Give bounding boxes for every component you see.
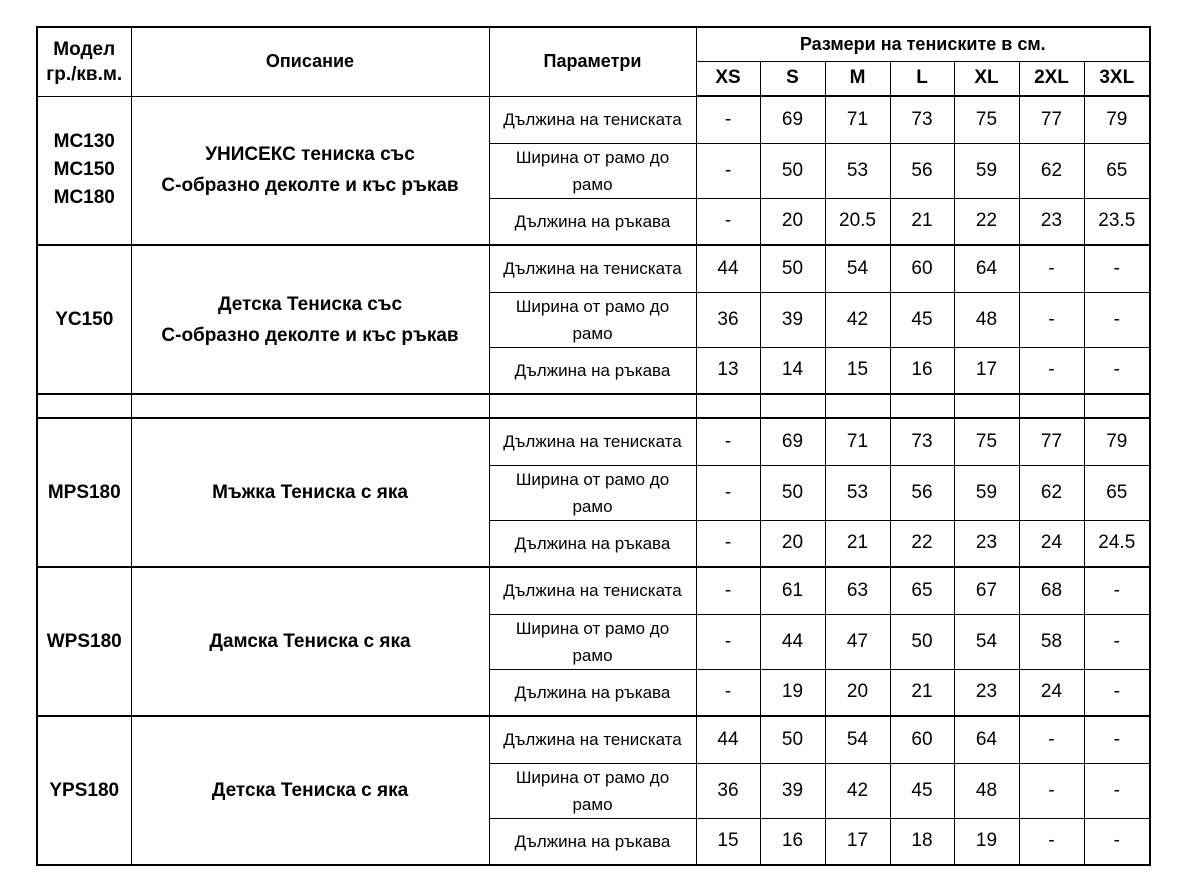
size-value-cell: 13 — [696, 347, 760, 394]
size-value-cell: - — [1019, 245, 1084, 292]
parameter-cell: Дължина на ръкава — [489, 198, 696, 245]
size-value-cell: 53 — [825, 143, 890, 198]
header-size-m: M — [825, 61, 890, 96]
parameter-cell: Ширина от рамо до рамо — [489, 143, 696, 198]
size-value-cell: 73 — [890, 96, 954, 143]
table-row — [37, 418, 1150, 465]
size-value-cell: - — [696, 96, 760, 143]
size-value-cell: - — [1084, 347, 1150, 394]
size-value-cell: 21 — [890, 198, 954, 245]
size-value-cell: - — [1084, 292, 1150, 347]
size-value-cell: 17 — [825, 818, 890, 865]
parameter-cell: Дължина на тениската — [489, 245, 696, 292]
size-value-cell: 71 — [825, 96, 890, 143]
header-size-xs: XS — [696, 61, 760, 96]
size-value-cell: 45 — [890, 292, 954, 347]
size-value-cell: 20 — [760, 520, 825, 567]
size-value-cell: 22 — [954, 198, 1019, 245]
empty-cell — [1019, 394, 1084, 418]
parameter-cell: Ширина от рамо до рамо — [489, 763, 696, 818]
size-value-cell: 36 — [696, 763, 760, 818]
description-cell: УНИСЕКС тениска със С-образно деколте и къс ръкав — [131, 96, 489, 245]
header-size-s: S — [760, 61, 825, 96]
size-value-cell: 20 — [760, 198, 825, 245]
size-value-cell: 75 — [954, 96, 1019, 143]
size-value-cell: 79 — [1084, 96, 1150, 143]
size-value-cell: 23.5 — [1084, 198, 1150, 245]
size-value-cell: - — [696, 465, 760, 520]
parameter-cell: Ширина от рамо до рамо — [489, 614, 696, 669]
size-value-cell: 24 — [1019, 520, 1084, 567]
model-cell: WPS180 — [37, 567, 131, 716]
empty-cell — [760, 394, 825, 418]
size-value-cell: 77 — [1019, 418, 1084, 465]
header-model: Модел гр./кв.м. — [37, 27, 131, 96]
size-value-cell: - — [1019, 716, 1084, 763]
separator-row — [37, 394, 1150, 418]
size-value-cell: 23 — [954, 520, 1019, 567]
size-value-cell: 15 — [825, 347, 890, 394]
header-size-3xl: 3XL — [1084, 61, 1150, 96]
size-value-cell: - — [1084, 716, 1150, 763]
parameter-cell: Дължина на ръкава — [489, 347, 696, 394]
size-value-cell: 22 — [890, 520, 954, 567]
size-value-cell: 56 — [890, 465, 954, 520]
size-value-cell: 64 — [954, 245, 1019, 292]
size-value-cell: 50 — [890, 614, 954, 669]
size-value-cell: 65 — [1084, 143, 1150, 198]
table-row — [37, 567, 1150, 614]
size-value-cell: - — [1084, 818, 1150, 865]
size-value-cell: 75 — [954, 418, 1019, 465]
size-value-cell: 19 — [954, 818, 1019, 865]
header-sizes-title: Размери на тениските в см. — [696, 27, 1150, 61]
header-size-l: L — [890, 61, 954, 96]
header-description: Описание — [131, 27, 489, 96]
size-value-cell: 20.5 — [825, 198, 890, 245]
size-value-cell: 56 — [890, 143, 954, 198]
size-value-cell: - — [696, 669, 760, 716]
description-cell: Мъжка Тениска с яка — [131, 418, 489, 567]
size-value-cell: 54 — [825, 716, 890, 763]
size-value-cell: 16 — [760, 818, 825, 865]
size-value-cell: - — [696, 567, 760, 614]
model-cell: YC150 — [37, 245, 131, 394]
table-row — [37, 96, 1150, 143]
size-value-cell: 59 — [954, 143, 1019, 198]
size-value-cell: 42 — [825, 763, 890, 818]
size-value-cell: 61 — [760, 567, 825, 614]
size-value-cell: 39 — [760, 292, 825, 347]
size-value-cell: - — [696, 418, 760, 465]
parameter-cell: Дължина на тениската — [489, 567, 696, 614]
size-value-cell: 58 — [1019, 614, 1084, 669]
size-value-cell: 73 — [890, 418, 954, 465]
header-parameters: Параметри — [489, 27, 696, 96]
size-value-cell: - — [1084, 614, 1150, 669]
empty-cell — [890, 394, 954, 418]
size-value-cell: 50 — [760, 143, 825, 198]
parameter-cell: Дължина на ръкава — [489, 669, 696, 716]
size-value-cell: - — [696, 520, 760, 567]
size-value-cell: 48 — [954, 292, 1019, 347]
size-value-cell: 44 — [760, 614, 825, 669]
size-value-cell: 23 — [954, 669, 1019, 716]
parameter-cell: Дължина на ръкава — [489, 520, 696, 567]
size-value-cell: 14 — [760, 347, 825, 394]
size-value-cell: 54 — [954, 614, 1019, 669]
model-cell: MC130 MC150 MC180 — [37, 96, 131, 245]
parameter-cell: Ширина от рамо до рамо — [489, 292, 696, 347]
size-value-cell: 71 — [825, 418, 890, 465]
parameter-cell: Дължина на ръкава — [489, 818, 696, 865]
size-chart-table — [36, 26, 1151, 866]
empty-cell — [1084, 394, 1150, 418]
description-cell: Детска Тениска с яка — [131, 716, 489, 865]
size-value-cell: 65 — [1084, 465, 1150, 520]
size-value-cell: 64 — [954, 716, 1019, 763]
size-value-cell: 21 — [890, 669, 954, 716]
size-value-cell: 62 — [1019, 465, 1084, 520]
empty-cell — [954, 394, 1019, 418]
size-value-cell: - — [1019, 292, 1084, 347]
size-value-cell: 36 — [696, 292, 760, 347]
description-cell: Детска Тениска със С-образно деколте и къс ръкав — [131, 245, 489, 394]
size-value-cell: 79 — [1084, 418, 1150, 465]
size-value-cell: 50 — [760, 465, 825, 520]
size-value-cell: 48 — [954, 763, 1019, 818]
empty-cell — [37, 394, 131, 418]
size-value-cell: 50 — [760, 716, 825, 763]
size-value-cell: 65 — [890, 567, 954, 614]
size-value-cell: - — [1019, 818, 1084, 865]
size-value-cell: 77 — [1019, 96, 1084, 143]
size-value-cell: 68 — [1019, 567, 1084, 614]
size-value-cell: 16 — [890, 347, 954, 394]
size-value-cell: - — [1019, 763, 1084, 818]
size-value-cell: 44 — [696, 245, 760, 292]
model-cell: YPS180 — [37, 716, 131, 865]
size-value-cell: 63 — [825, 567, 890, 614]
parameter-cell: Дължина на тениската — [489, 716, 696, 763]
size-value-cell: - — [1084, 567, 1150, 614]
empty-cell — [131, 394, 489, 418]
empty-cell — [825, 394, 890, 418]
header-size-2xl: 2XL — [1019, 61, 1084, 96]
size-value-cell: 69 — [760, 96, 825, 143]
size-value-cell: 17 — [954, 347, 1019, 394]
size-value-cell: - — [1084, 245, 1150, 292]
model-cell: MPS180 — [37, 418, 131, 567]
parameter-cell: Ширина от рамо до рамо — [489, 465, 696, 520]
size-value-cell: 62 — [1019, 143, 1084, 198]
size-value-cell: - — [1084, 763, 1150, 818]
empty-cell — [696, 394, 760, 418]
size-value-cell: 67 — [954, 567, 1019, 614]
size-value-cell: 59 — [954, 465, 1019, 520]
size-value-cell: 24 — [1019, 669, 1084, 716]
size-value-cell: - — [696, 143, 760, 198]
size-value-cell: 60 — [890, 245, 954, 292]
size-value-cell: 50 — [760, 245, 825, 292]
size-value-cell: 69 — [760, 418, 825, 465]
parameter-cell: Дължина на тениската — [489, 96, 696, 143]
size-value-cell: 53 — [825, 465, 890, 520]
size-value-cell: 19 — [760, 669, 825, 716]
size-value-cell: 54 — [825, 245, 890, 292]
description-cell: Дамска Тениска с яка — [131, 567, 489, 716]
empty-cell — [489, 394, 696, 418]
size-value-cell: 24.5 — [1084, 520, 1150, 567]
size-value-cell: 42 — [825, 292, 890, 347]
size-value-cell: 60 — [890, 716, 954, 763]
header-size-xl: XL — [954, 61, 1019, 96]
size-value-cell: 21 — [825, 520, 890, 567]
size-value-cell: 47 — [825, 614, 890, 669]
size-value-cell: 20 — [825, 669, 890, 716]
size-value-cell: 45 — [890, 763, 954, 818]
table-row — [37, 245, 1150, 292]
size-value-cell: - — [1019, 347, 1084, 394]
size-value-cell: - — [1084, 669, 1150, 716]
size-value-cell: 39 — [760, 763, 825, 818]
size-value-cell: - — [696, 198, 760, 245]
size-value-cell: - — [696, 614, 760, 669]
parameter-cell: Дължина на тениската — [489, 418, 696, 465]
table-row — [37, 716, 1150, 763]
size-value-cell: 44 — [696, 716, 760, 763]
size-value-cell: 23 — [1019, 198, 1084, 245]
size-value-cell: 15 — [696, 818, 760, 865]
size-value-cell: 18 — [890, 818, 954, 865]
